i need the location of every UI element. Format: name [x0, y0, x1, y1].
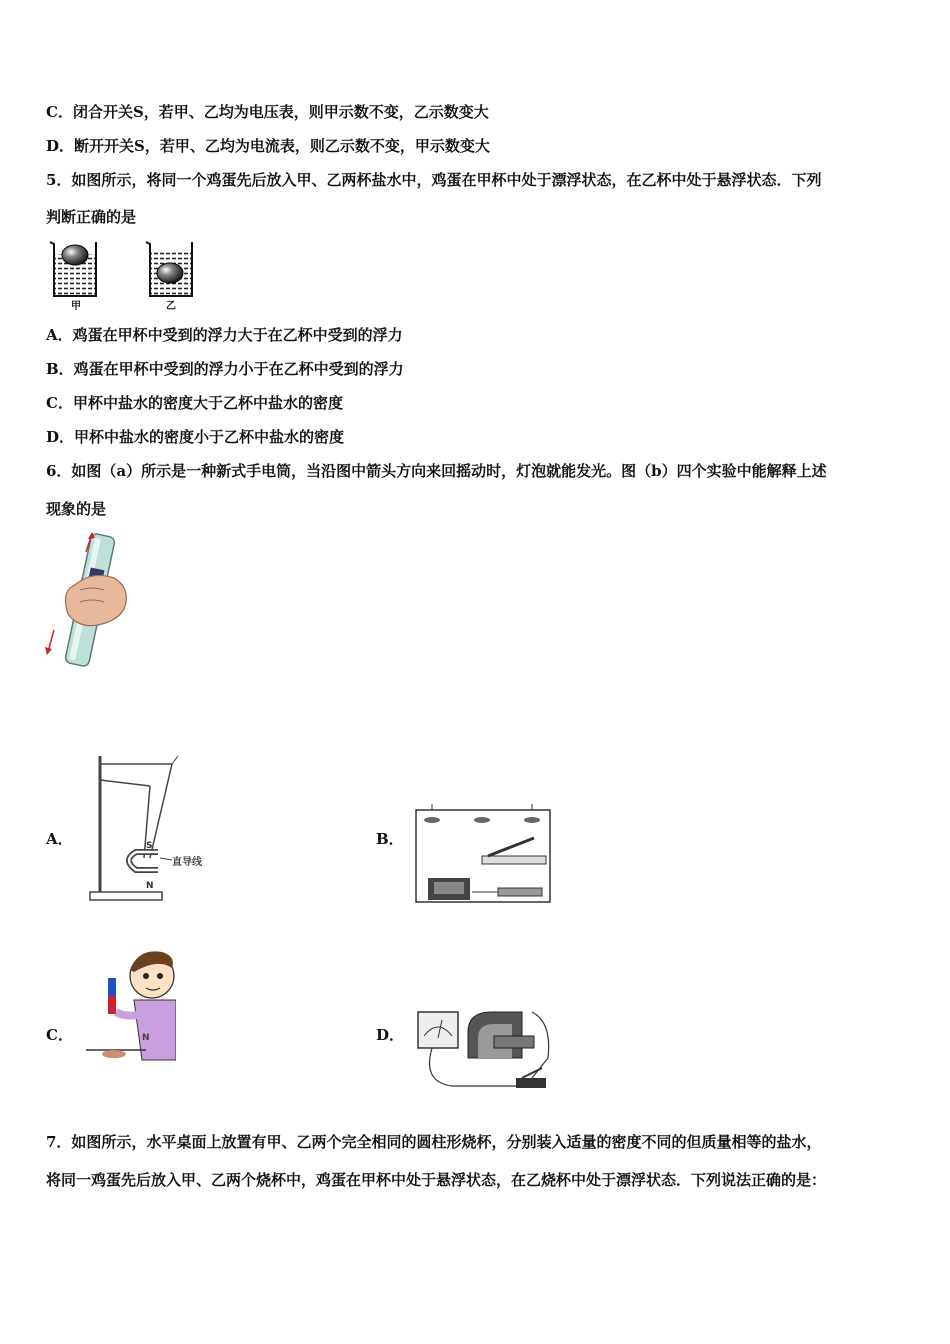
- q5-stem-line2: 判断正确的是: [46, 208, 137, 226]
- q4-option-d: D．断开开关S，若甲、乙均为电流表，则乙示数不变，甲示数变大: [46, 137, 490, 155]
- q6-stem-line2: 现象的是: [46, 500, 107, 518]
- arrow-down-icon: [45, 630, 54, 655]
- fig-c-magnet-person: [86, 948, 176, 1064]
- q5-beakers-figure: [46, 236, 206, 312]
- q6-option-d-label: D．: [376, 1026, 405, 1044]
- beaker-jia: [50, 242, 96, 296]
- q5-option-d: D．甲杯中盐水的密度小于乙杯中盐水的密度: [46, 428, 345, 446]
- fig-a-n: N: [146, 881, 154, 891]
- q6-option-c-label: C．: [46, 1026, 73, 1044]
- q7-stem-line1: 7．如图所示，水平桌面上放置有甲、乙两个完全相同的圆柱形烧杯，分别装入适量的密度不同的但质量相等的盐水，: [46, 1133, 822, 1151]
- fig-a-s: S: [146, 841, 153, 851]
- fig-c-label: N: [142, 1033, 150, 1043]
- q4-option-c: C．闭合开关S，若甲、乙均为电压表，则甲示数不变，乙示数变大: [46, 103, 489, 121]
- q6-option-b-label: B．: [376, 830, 404, 848]
- q7-stem-line2: 将同一鸡蛋先后放入甲、乙两个烧杯中，鸡蛋在甲杯中处于悬浮状态，在乙烧杯中处于漂浮状态．下列说法正确的是：: [46, 1171, 827, 1189]
- q5-option-b: B．鸡蛋在甲杯中受到的浮力小于在乙杯中受到的浮力: [46, 360, 404, 378]
- q5-option-c: C．甲杯中盐水的密度大于乙杯中盐水的密度: [46, 394, 343, 412]
- fig-b-circuit: [412, 800, 557, 908]
- beaker-yi: [146, 242, 192, 296]
- fig-a-wire-label: 直导线: [172, 857, 202, 868]
- q6-option-a-label: A．: [46, 830, 73, 848]
- fig-a-straight-wire-magnet: [86, 748, 216, 908]
- fig-d-galvanometer-magnet: [412, 1002, 557, 1098]
- label-yi: 乙: [166, 301, 176, 312]
- flashlight-figure: [40, 528, 140, 673]
- q6-stem-line1: 6．如图（a）所示是一种新式手电筒，当沿图中箭头方向来回摇动时，灯泡就能发光。图（b）四个实验中能解释上述: [46, 462, 827, 480]
- q5-option-a: A．鸡蛋在甲杯中受到的浮力大于在乙杯中受到的浮力: [46, 326, 403, 344]
- q5-stem-line1: 5．如图所示，将同一个鸡蛋先后放入甲、乙两杯盐水中，鸡蛋在甲杯中处于漂浮状态，在乙杯中处于悬浮状态．下列: [46, 171, 822, 189]
- label-jia: 甲: [71, 301, 81, 312]
